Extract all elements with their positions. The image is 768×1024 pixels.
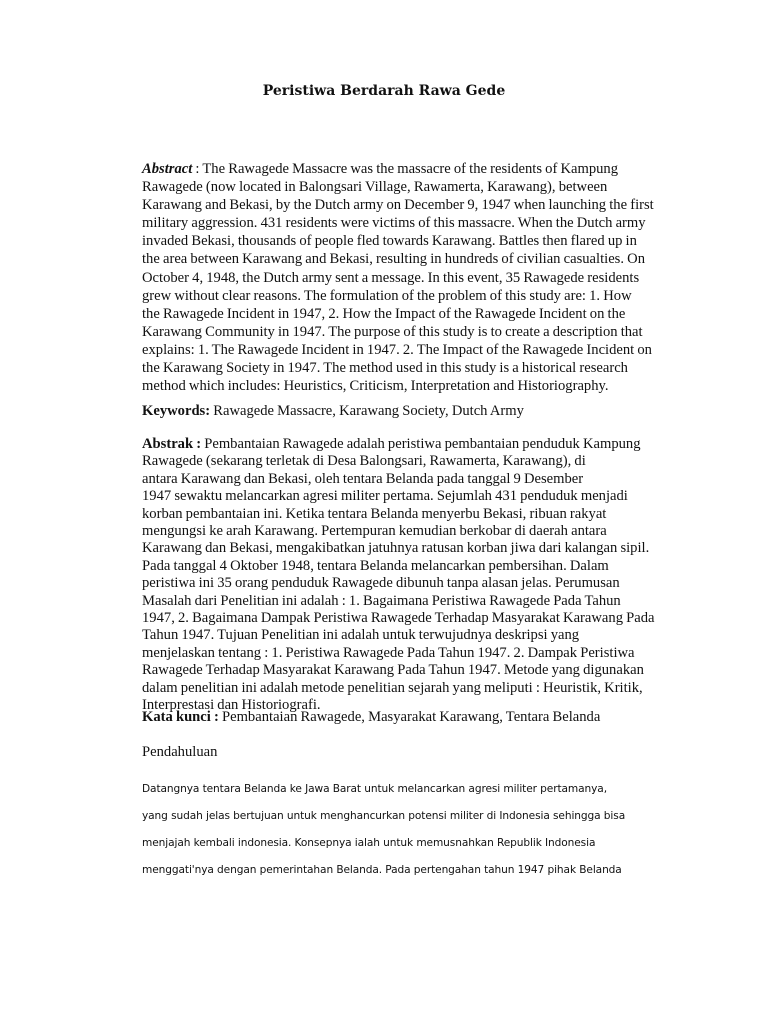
intro-line: yang sudah jelas bertujuan untuk menghancurkan potensi militer di Indonesia sehingga bisa	[142, 810, 626, 822]
abstrak-line: mengungsi ke arah Karawang. Pertempuran kemudian berkobar di daerah antara	[142, 523, 607, 540]
abstrak-line: antara Karawang dan Bekasi, oleh tentara Belanda pada tanggal 9 Desember	[142, 470, 584, 487]
abstrak-line: Rawagede Terhadap Masyarakat Karawang Pada Tahun 1947. Metode yang digunakan	[142, 662, 644, 679]
abstrak-line: menjelaskan tentang : 1. Peristiwa Rawagede Pada Tahun 1947. 2. Dampak Peristiwa	[142, 644, 635, 661]
abstract-line: explains: 1. The Rawagede Incident in 1947. 2. The Impact of the Rawagede Incident on	[142, 341, 652, 358]
document-title: Peristiwa Berdarah Rawa Gede	[262, 83, 506, 99]
abstrak-line: Karawang dan Bekasi, mengakibatkan jatuhnya ratusan korban jiwa dari kalangan sipil.	[142, 540, 650, 557]
abstrak-line: korban pembantaian ini. Ketika tentara Belanda menyerbu Bekasi, ribuan rakyat	[142, 505, 607, 522]
abstract-line: the area between Karawang and Bekasi, resulting in hundreds of civilian casualties. On	[142, 251, 645, 268]
section-heading-text: Pendahuluan	[142, 744, 218, 760]
abstrak-label: Abstrak :	[142, 436, 202, 452]
intro-paragraph	[142, 776, 672, 884]
kata-kunci-text: Pembantaian Rawagede, Masyarakat Karawang, Tentara Belanda	[218, 709, 601, 725]
intro-line: Datangnya tentara Belanda ke Jawa Barat untuk melancarkan agresi militer pertamanya,	[142, 783, 607, 795]
abstract-line	[142, 160, 662, 178]
intro-line: menjajah kembali indonesia. Konsepnya ialah untuk memusnahkan Republik Indonesia	[142, 837, 596, 849]
abstract-line: the Rawagede Incident in 1947, 2. How the Impact of the Rawagede Incident on the	[142, 305, 626, 322]
kata-kunci-label: Kata kunci :	[142, 709, 219, 725]
abstract-line: military aggression. 431 residents were victims of this massacre. When the Dutch army	[142, 215, 646, 232]
abstract-line: the Karawang Society in 1947. The method used in this study is a historical research	[142, 360, 628, 377]
abstrak-line: Rawagede (sekarang terletak di Desa Balongsari, Rawamerta, Karawang), di	[142, 453, 586, 470]
abstrak-paragraph	[142, 436, 662, 715]
abstrak-text: Pembantaian Rawagede adalah peristiwa pembantaian penduduk Kampung	[201, 436, 641, 452]
abstract-line: invaded Bekasi, thousands of people fled towards Karawang. Battles then flared up in	[142, 233, 637, 250]
abstract-paragraph	[142, 160, 662, 395]
kata-kunci-line	[142, 708, 662, 726]
abstract-line: method which includes: Heuristics, Criticism, Interpretation and Historiography.	[142, 378, 609, 395]
intro-line: menggati'nya dengan pemerintahan Belanda. Pada pertengahan tahun 1947 pihak Belanda	[142, 864, 622, 876]
abstract-separator: :	[192, 161, 203, 177]
abstrak-line: Interprestasi dan Historiografi.	[142, 697, 321, 714]
abstract-line: October 4, 1948, the Dutch army sent a message. In this event, 35 Rawagede residents	[142, 269, 640, 286]
abstract-text: The Rawagede Massacre was the massacre of the residents of Kampung	[202, 161, 619, 177]
abstrak-line: dalam penelitian ini adalah metode penelitian sejarah yang meliputi : Heuristik, Kritik,	[142, 679, 643, 696]
abstrak-line: 1947, 2. Bagaimana Dampak Peristiwa Rawagede Terhadap Masyarakat Karawang Pada	[142, 610, 655, 627]
abstract-label: Abstract	[142, 161, 193, 177]
keywords-label: Keywords:	[142, 403, 211, 419]
abstract-line: Rawagede (now located in Balongsari Village, Rawamerta, Karawang), between	[142, 179, 608, 196]
abstrak-line: Pada tanggal 4 Oktober 1948, tentara Belanda melancarkan pembersihan. Dalam	[142, 557, 609, 574]
abstract-line: Karawang Community in 1947. The purpose of this study is to create a description that	[142, 323, 643, 340]
section-heading-pendahuluan	[142, 743, 662, 761]
keywords-line	[142, 402, 662, 420]
abstrak-line: 1947 sewaktu melancarkan agresi militer pertama. Sejumlah 431 penduduk menjadi	[142, 488, 628, 505]
abstrak-line: peristiwa ini 35 orang penduduk Rawagede dibunuh tanpa alasan jelas. Perumusan	[142, 575, 620, 592]
abstrak-line	[142, 436, 662, 453]
abstrak-line: Tahun 1947. Tujuan Penelitian ini adalah untuk terwujudnya deskripsi yang	[142, 627, 580, 644]
abstract-line: Karawang and Bekasi, by the Dutch army on December 9, 1947 when launching the first	[142, 197, 654, 214]
keywords-text: Rawagede Massacre, Karawang Society, Dutch Army	[210, 403, 524, 419]
abstract-line: grew without clear reasons. The formulation of the problem of this study are: 1. How	[142, 287, 632, 304]
abstrak-line: Masalah dari Penelitian ini adalah : 1. Bagaimana Peristiwa Rawagede Pada Tahun	[142, 592, 621, 609]
